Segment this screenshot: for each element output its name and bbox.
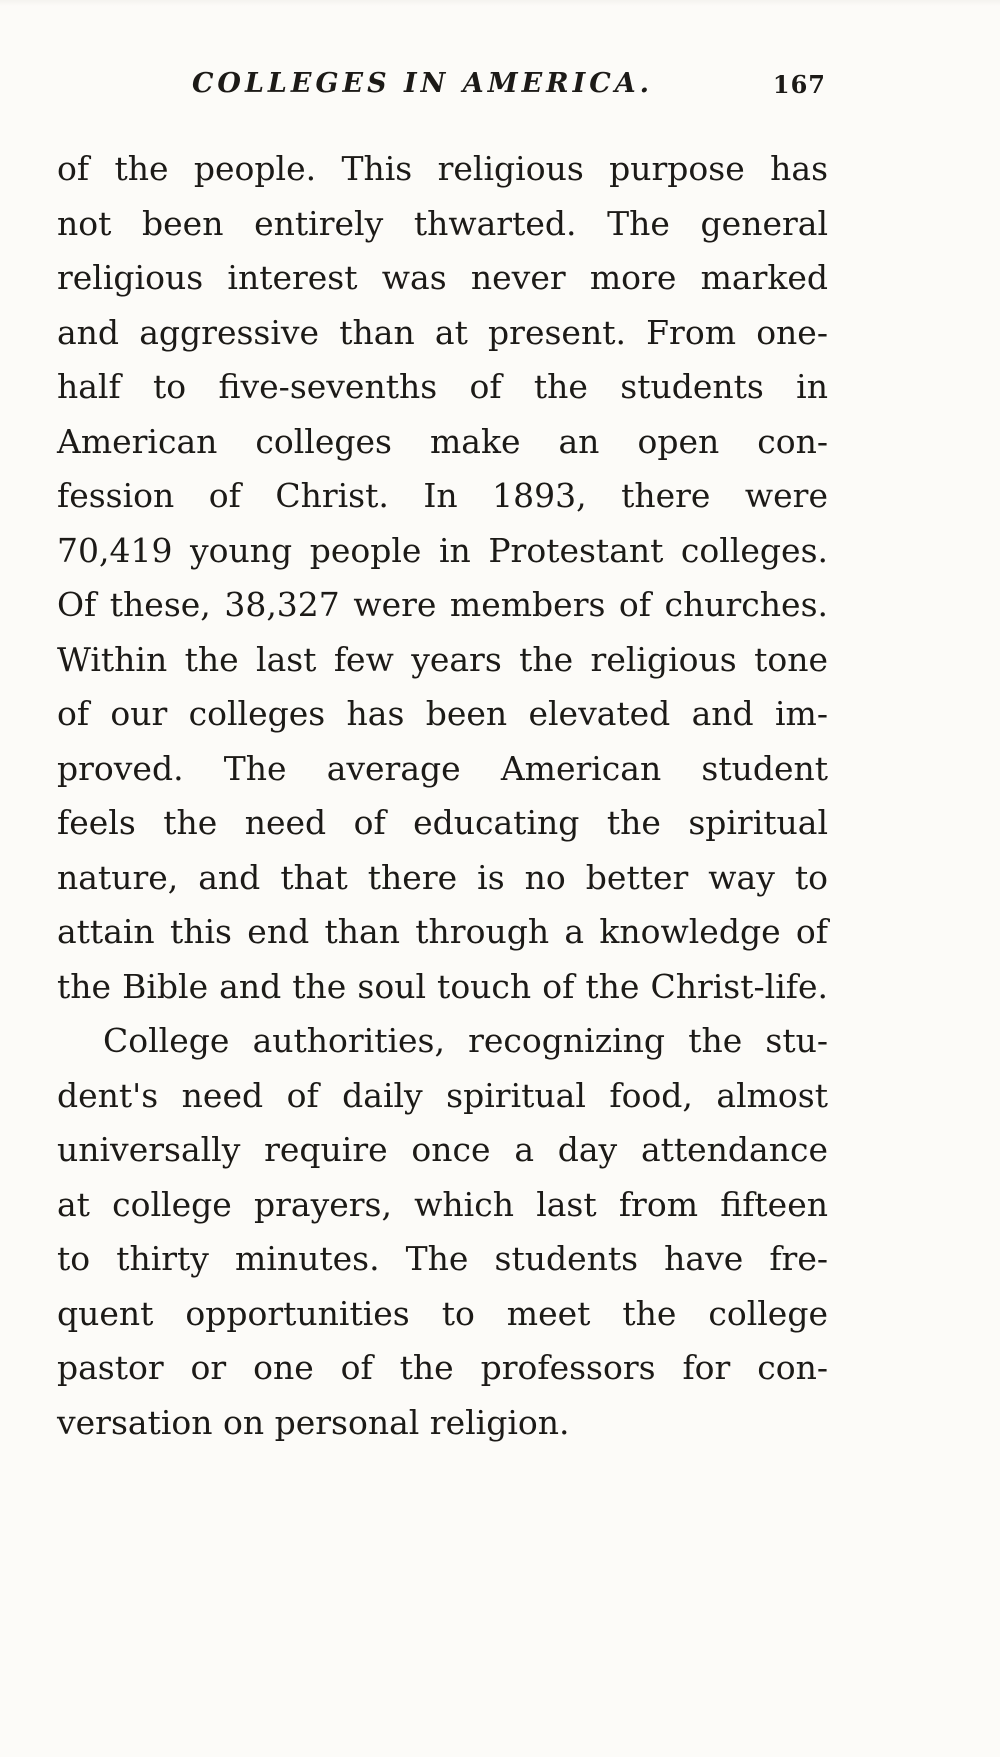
text-line: quent opportunities to meet the college: [57, 1293, 828, 1333]
text-line: at college prayers, which last from fifteen: [57, 1184, 828, 1224]
text-line: Within the last few years the religious tone: [57, 639, 828, 679]
text-line: half to five-sevenths of the students in: [57, 367, 828, 406]
running-header: [57, 68, 828, 114]
text-line: versation on personal religion.: [57, 1402, 570, 1442]
text-line: American colleges make an open con-: [57, 421, 828, 461]
text-line: to thirty minutes. The students have fre-: [57, 1239, 828, 1278]
text-line: 70,419 young people in Protestant colleges.: [57, 530, 828, 570]
text-block: [57, 142, 828, 1450]
text-line: of our colleges has been elevated and im-: [57, 694, 828, 733]
paragraph: [57, 1014, 828, 1450]
paragraph: [57, 142, 828, 1014]
text-line: nature, and that there is no better way to: [57, 857, 828, 897]
text-line: not been entirely thwarted. The general: [57, 203, 828, 243]
page-number: 167: [772, 70, 826, 99]
text-line: attain this end than through a knowledge of: [57, 912, 828, 951]
text-line: universally require once a day attendance: [57, 1130, 828, 1169]
text-line: religious interest was never more marked: [57, 258, 828, 297]
text-line: of the people. This religious purpose has: [57, 149, 828, 188]
text-line: Of these, 38,327 were members of churches.: [57, 585, 828, 624]
text-line: the Bible and the soul touch of the Christ-life.: [57, 966, 828, 1006]
text-line: and aggressive than at present. From one-: [57, 312, 828, 352]
page-title: COLLEGES IN AMERICA.: [191, 68, 654, 99]
text-line: pastor or one of the professors for con-: [57, 1348, 828, 1387]
text-line: feels the need of educating the spiritual: [57, 803, 828, 842]
text-line: dent's need of daily spiritual food, almost: [57, 1075, 828, 1115]
text-line: fession of Christ. In 1893, there were: [57, 476, 828, 515]
text-line: College authorities, recognizing the stu-: [103, 1021, 828, 1060]
text-line: proved. The average American student: [57, 748, 828, 788]
